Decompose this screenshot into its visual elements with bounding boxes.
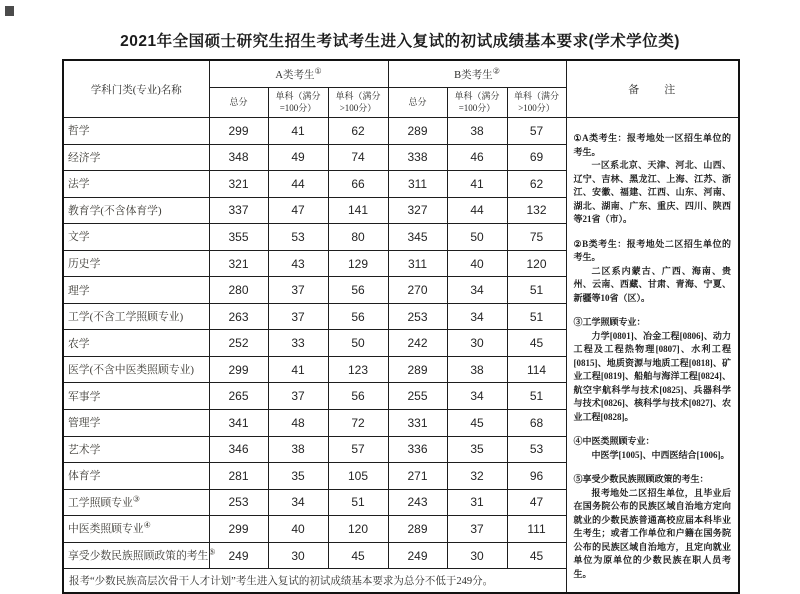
remark-note (574, 435, 732, 462)
subject-name: 艺术学 (68, 443, 101, 456)
score-cell: 32 (447, 463, 507, 490)
subject-name: 工学照顾专业 (68, 496, 133, 509)
subject-cell (63, 356, 209, 383)
score-cell: 57 (328, 436, 388, 463)
score-cell: 53 (268, 224, 328, 251)
score-cell: 242 (388, 330, 447, 357)
score-cell: 57 (507, 118, 566, 145)
subject-name: 中医类照顾专业 (68, 523, 144, 536)
score-cell: 299 (209, 356, 268, 383)
subject-name: 理学 (68, 284, 90, 297)
note-lead: ⑤享受少数民族照顾政策的考生： (573, 474, 709, 484)
score-cell: 51 (507, 383, 566, 410)
note-body: 中医学[1005]、中西医结合[1006]。 (591, 449, 730, 460)
score-cell: 51 (507, 303, 566, 330)
page-title: 2021年全国硕士研究生招生考试考生进入复试的初试成绩基本要求(学术学位类) (120, 33, 680, 50)
score-cell: 72 (328, 410, 388, 437)
score-cell: 289 (388, 118, 447, 145)
score-cell: 56 (328, 303, 388, 330)
score-cell: 355 (209, 224, 268, 251)
score-cell: 56 (328, 383, 388, 410)
score-cell: 56 (328, 277, 388, 304)
score-cell: 141 (328, 197, 388, 224)
subject-name: 军事学 (68, 390, 101, 403)
remarks-cell (566, 118, 739, 594)
score-cell: 114 (507, 356, 566, 383)
subject-name: 工学(不含工学照顾专业) (68, 311, 184, 324)
score-cell: 281 (209, 463, 268, 490)
score-cell: 111 (507, 516, 566, 543)
scan-artifact (5, 6, 14, 16)
score-cell: 51 (507, 277, 566, 304)
subject-cell (63, 516, 209, 543)
score-cell: 40 (447, 250, 507, 277)
subject-cell (63, 197, 209, 224)
score-cell: 38 (268, 436, 328, 463)
group-b-label: B类考生 (454, 69, 493, 81)
table-row (63, 118, 739, 145)
score-cell: 348 (209, 144, 268, 171)
score-cell: 255 (388, 383, 447, 410)
score-cell: 270 (388, 277, 447, 304)
score-cell: 43 (268, 250, 328, 277)
table-header (63, 60, 739, 118)
col-header-single-eq100-b: 单科（满分=100分） (447, 88, 507, 118)
subject-name: 享受少数民族照顾政策的考生 (68, 550, 209, 563)
score-cell: 331 (388, 410, 447, 437)
score-cell: 265 (209, 383, 268, 410)
score-cell: 120 (328, 516, 388, 543)
score-cell: 68 (507, 410, 566, 437)
score-cell: 253 (388, 303, 447, 330)
score-cell: 345 (388, 224, 447, 251)
subject-cell (63, 303, 209, 330)
score-cell: 44 (447, 197, 507, 224)
score-cell: 41 (268, 356, 328, 383)
score-cell: 45 (447, 410, 507, 437)
subject-cell (63, 489, 209, 516)
subject-cell (63, 277, 209, 304)
score-cell: 53 (507, 436, 566, 463)
score-cell: 51 (328, 489, 388, 516)
remark-note (574, 316, 732, 424)
col-header-group-b (388, 60, 566, 88)
score-cell: 253 (209, 489, 268, 516)
col-header-remarks: 备 注 (566, 60, 739, 118)
note-lead: ①A类考生：报考地处一区招生单位的考生。 (573, 133, 732, 157)
score-cell: 341 (209, 410, 268, 437)
subject-cell (63, 118, 209, 145)
score-cell: 31 (447, 489, 507, 516)
score-cell: 41 (268, 118, 328, 145)
score-cell: 38 (447, 356, 507, 383)
score-cell: 33 (268, 330, 328, 357)
subject-name: 体育学 (68, 470, 101, 483)
score-cell: 105 (328, 463, 388, 490)
subject-cell (63, 171, 209, 198)
score-cell: 321 (209, 171, 268, 198)
score-cell: 252 (209, 330, 268, 357)
subject-cell (63, 224, 209, 251)
score-cell: 289 (388, 356, 447, 383)
score-cell: 34 (447, 383, 507, 410)
subject-cell (63, 144, 209, 171)
score-cell: 74 (328, 144, 388, 171)
subject-superscript: ⑤ (208, 547, 216, 557)
col-header-single-gt100-b: 单科（满分>100分） (507, 88, 566, 118)
note-lead: ④中医类照顾专业： (573, 436, 655, 446)
score-cell: 30 (268, 542, 328, 569)
score-cell: 69 (507, 144, 566, 171)
score-cell: 35 (447, 436, 507, 463)
group-b-superscript: ② (492, 66, 500, 75)
note-lead: ②B类考生：报考地处二区招生单位的考生。 (573, 238, 732, 262)
score-cell: 30 (447, 542, 507, 569)
score-cell: 50 (328, 330, 388, 357)
subject-cell (63, 463, 209, 490)
score-cell: 37 (268, 383, 328, 410)
score-cell: 47 (268, 197, 328, 224)
score-cell: 338 (388, 144, 447, 171)
col-header-subject: 学科门类(专业)名称 (63, 60, 209, 118)
score-cell: 271 (388, 463, 447, 490)
group-a-superscript: ① (314, 66, 322, 75)
col-header-single-gt100-a: 单科（满分>100分） (328, 88, 388, 118)
remark-note (574, 238, 732, 306)
subject-superscript: ③ (132, 494, 140, 504)
score-cell: 46 (447, 144, 507, 171)
col-header-single-eq100-a: 单科（满分=100分） (268, 88, 328, 118)
score-cell: 249 (209, 542, 268, 569)
subject-name: 经济学 (68, 151, 101, 164)
score-cell: 299 (209, 118, 268, 145)
score-cell: 40 (268, 516, 328, 543)
footer-note: 报考“少数民族高层次骨干人才计划”考生进入复试的初试成绩基本要求为总分不低于249分。 (63, 569, 566, 593)
score-cell: 37 (268, 277, 328, 304)
remark-note (574, 132, 732, 227)
score-cell: 41 (447, 171, 507, 198)
score-cell: 34 (268, 489, 328, 516)
note-lead: ③工学照顾专业： (573, 317, 646, 327)
subject-cell (63, 330, 209, 357)
note-body: 力学[0801]、冶金工程[0806]、动力工程及工程热物理[0807]、水利工程[0815]、地质资源与地质工程[0818]、矿业工程[0819]、船舶与海洋工程[0824]、航空宇航科学与技术[0825]、兵器科学与技术[0826]、核科学与技术[0827]、农业工程[0828]。 (573, 330, 732, 422)
score-cell: 49 (268, 144, 328, 171)
score-cell: 35 (268, 463, 328, 490)
score-cell: 34 (447, 277, 507, 304)
score-cell: 62 (507, 171, 566, 198)
col-header-group-a (209, 60, 388, 88)
subject-name: 哲学 (68, 125, 90, 138)
subject-name: 医学(不含中医类照顾专业) (68, 364, 194, 377)
subject-cell (63, 250, 209, 277)
score-cell: 37 (268, 303, 328, 330)
score-cell: 30 (447, 330, 507, 357)
score-cell: 47 (507, 489, 566, 516)
score-cell: 123 (328, 356, 388, 383)
col-header-total-b: 总分 (388, 88, 447, 118)
score-cell: 249 (388, 542, 447, 569)
score-table (62, 59, 740, 594)
score-cell: 34 (447, 303, 507, 330)
score-cell: 75 (507, 224, 566, 251)
score-cell: 45 (507, 330, 566, 357)
score-cell: 243 (388, 489, 447, 516)
subject-cell (63, 436, 209, 463)
subject-name: 管理学 (68, 417, 101, 430)
score-cell: 289 (388, 516, 447, 543)
remark-note (574, 473, 732, 581)
subject-name: 文学 (68, 231, 90, 244)
score-cell: 37 (447, 516, 507, 543)
score-cell: 62 (328, 118, 388, 145)
score-cell: 129 (328, 250, 388, 277)
note-body: 一区系北京、天津、河北、山西、辽宁、吉林、黑龙江、上海、江苏、浙江、安徽、福建、江西、山东、河南、湖北、湖南、广东、重庆、四川、陕西等21省（市）。 (573, 160, 732, 224)
subject-name: 历史学 (68, 258, 101, 270)
score-cell: 311 (388, 171, 447, 198)
subject-superscript: ④ (143, 520, 151, 530)
score-cell: 48 (268, 410, 328, 437)
col-header-total-a: 总分 (209, 88, 268, 118)
subject-name: 法学 (68, 178, 90, 191)
score-cell: 38 (447, 118, 507, 145)
subject-name: 农学 (68, 337, 90, 350)
score-cell: 66 (328, 171, 388, 198)
score-cell: 337 (209, 197, 268, 224)
header-row-groups (63, 60, 739, 88)
table-body (63, 118, 739, 594)
note-body: 报考地处二区招生单位，且毕业后在国务院公布的民族区域自治地方定向就业的少数民族普通高校应届本科毕业生考生；或者工作单位和户籍在国务院公布的民族区域自治地方，且定向就业单位为原单位的少数民族在职人员考生。 (573, 487, 732, 579)
score-cell: 80 (328, 224, 388, 251)
score-cell: 120 (507, 250, 566, 277)
score-cell: 44 (268, 171, 328, 198)
subject-cell (63, 542, 216, 569)
score-cell: 327 (388, 197, 447, 224)
score-cell: 311 (388, 250, 447, 277)
score-cell: 96 (507, 463, 566, 490)
group-a-label: A类考生 (275, 69, 315, 81)
score-cell: 50 (447, 224, 507, 251)
score-cell: 263 (209, 303, 268, 330)
subject-cell (63, 383, 209, 410)
score-cell: 321 (209, 250, 268, 277)
subject-cell (63, 410, 209, 437)
score-cell: 45 (328, 542, 388, 569)
score-cell: 45 (507, 542, 566, 569)
score-cell: 132 (507, 197, 566, 224)
score-cell: 280 (209, 277, 268, 304)
score-cell: 299 (209, 516, 268, 543)
score-cell: 336 (388, 436, 447, 463)
subject-name: 教育学(不含体育学) (68, 204, 162, 217)
score-cell: 346 (209, 436, 268, 463)
note-body: 二区系内蒙古、广西、海南、贵州、云南、西藏、甘肃、青海、宁夏、新疆等10省（区）。 (573, 265, 732, 303)
